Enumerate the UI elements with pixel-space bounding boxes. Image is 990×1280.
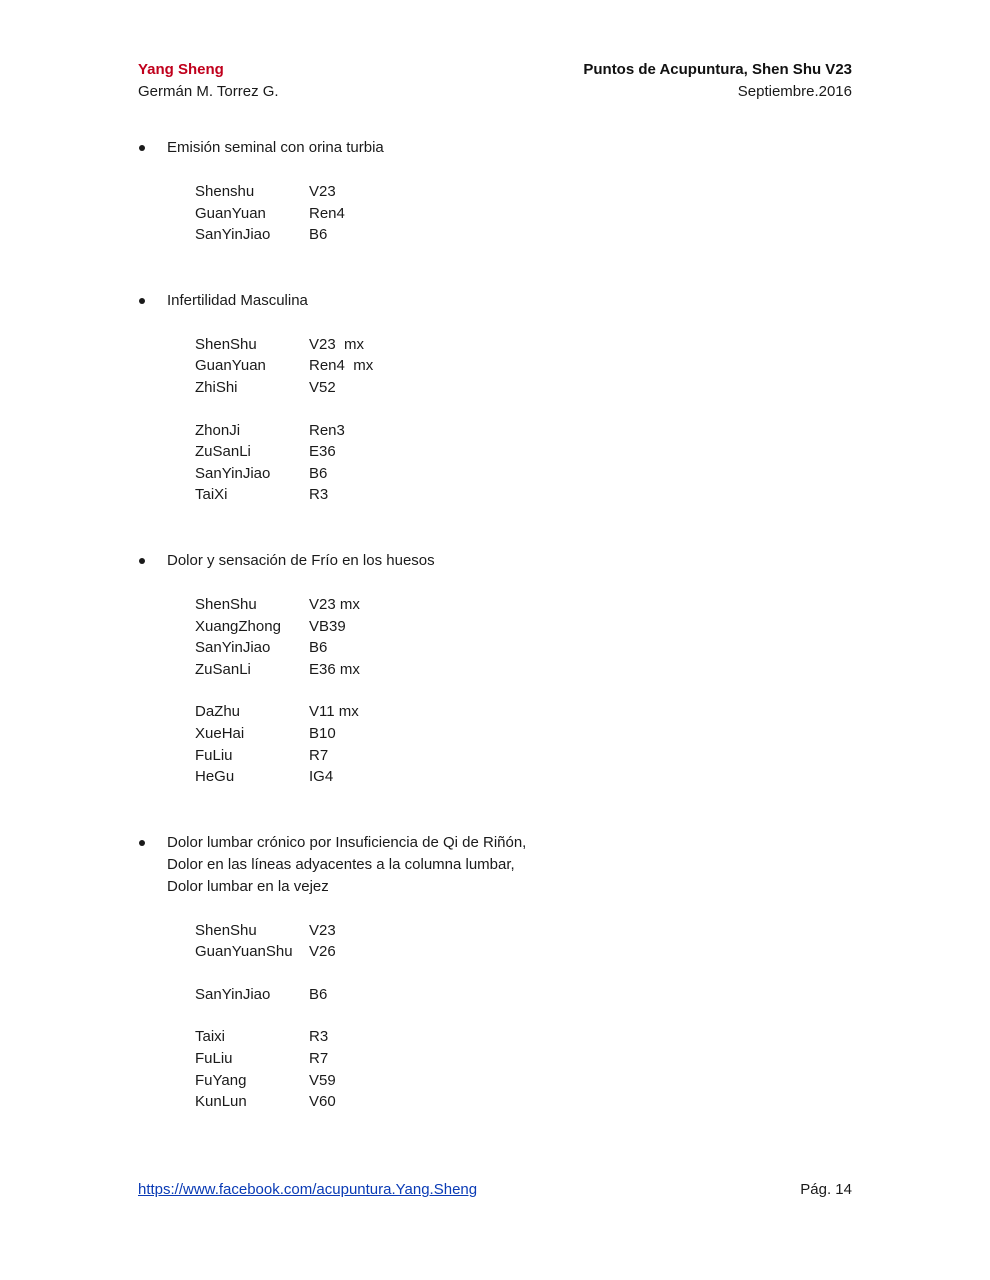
point-code: V23	[309, 183, 336, 200]
point-name: ZhiShi	[195, 378, 238, 396]
point-row	[195, 1026, 858, 1048]
section-heading	[138, 832, 858, 898]
point-list	[195, 334, 858, 506]
bullet-icon	[139, 298, 145, 304]
document-date: Septiembre.2016	[737, 83, 852, 100]
point-name: Taixi	[195, 1028, 226, 1046]
section-heading	[138, 550, 858, 572]
point-name: ShenShu	[195, 595, 257, 613]
point-name: ZuSanLi	[195, 660, 251, 678]
point-name: ShenShu	[195, 921, 257, 939]
brand-name: Yang Sheng	[138, 61, 224, 78]
point-code: B6	[309, 464, 328, 482]
heading-text: Emisión seminal con orina turbia	[167, 139, 384, 156]
point-code: V23 mx	[309, 335, 365, 353]
point-row	[195, 1070, 858, 1092]
header-right	[583, 59, 852, 103]
point-name: SanYinJiao	[195, 464, 271, 482]
footer	[138, 1179, 852, 1201]
point-code: B6	[309, 985, 328, 1003]
point-name: XueHai	[195, 724, 245, 742]
point-code: Ren3	[309, 421, 345, 439]
point-code: IG4	[309, 768, 334, 786]
point-name: ShenShu	[195, 335, 257, 353]
point-row	[195, 637, 858, 659]
point-group	[195, 181, 858, 246]
point-code: B6	[309, 226, 328, 244]
section	[138, 290, 858, 506]
point-name: GuanYuan	[195, 357, 266, 375]
point-row	[195, 441, 858, 463]
point-row	[195, 1091, 858, 1113]
point-code: V60	[309, 1093, 336, 1111]
point-row	[195, 355, 858, 377]
point-name: SanYinJiao	[195, 985, 271, 1003]
section	[138, 832, 858, 1113]
point-code: R3	[309, 486, 329, 504]
point-code: VB39	[309, 617, 346, 635]
section-heading	[138, 137, 858, 159]
point-group	[195, 920, 858, 963]
author-name: Germán M. Torrez G.	[138, 83, 279, 100]
main-content	[138, 137, 858, 1113]
point-row	[195, 701, 858, 723]
bullet-icon	[139, 145, 145, 151]
point-row	[195, 484, 858, 506]
bullet-icon	[139, 840, 145, 846]
point-group	[195, 594, 858, 680]
point-code: V59	[309, 1071, 336, 1089]
point-code: B10	[309, 724, 336, 742]
bullet-icon	[139, 558, 145, 564]
point-group	[195, 334, 858, 399]
heading-text: Dolor y sensación de Frío en los huesos	[167, 551, 435, 569]
heading-text: Dolor lumbar crónico por Insuficiencia de Qi de Riñón,	[167, 833, 527, 851]
point-list	[195, 181, 858, 246]
point-row	[195, 723, 858, 745]
point-code: V23 mx	[309, 595, 360, 613]
point-name: KunLun	[195, 1093, 247, 1111]
point-row	[195, 745, 858, 767]
point-row	[195, 616, 858, 638]
point-code: V26	[309, 943, 336, 961]
document-title: Puntos de Acupuntura, Shen Shu V23	[583, 61, 852, 78]
point-row	[195, 1048, 858, 1070]
header-left	[138, 59, 279, 103]
point-group	[195, 984, 858, 1006]
heading-text: Infertilidad Masculina	[167, 291, 308, 309]
point-row	[195, 594, 858, 616]
point-row	[195, 377, 858, 399]
point-name: FuLiu	[195, 746, 233, 764]
point-code: R7	[309, 746, 329, 764]
point-row	[195, 941, 858, 963]
point-group	[195, 701, 858, 787]
point-code: B6	[309, 639, 328, 657]
point-row	[195, 463, 858, 485]
point-row	[195, 203, 858, 225]
section	[138, 137, 858, 246]
point-row	[195, 420, 858, 442]
section	[138, 550, 858, 788]
point-name: SanYinJiao	[195, 226, 271, 244]
point-name: Shenshu	[195, 183, 255, 200]
heading-text: Dolor lumbar en la vejez	[167, 877, 329, 895]
point-code: E36	[309, 443, 336, 461]
point-name: SanYinJiao	[195, 639, 271, 657]
point-row	[195, 984, 858, 1006]
point-code: Ren4 mx	[309, 357, 374, 375]
point-row	[195, 181, 858, 203]
point-row	[195, 224, 858, 246]
point-name: XuangZhong	[195, 617, 281, 635]
point-name: GuanYuan	[195, 204, 266, 222]
point-group	[195, 420, 858, 506]
page-number: Pág. 14	[800, 1181, 852, 1198]
section-heading	[138, 290, 858, 312]
heading-text: Dolor en las líneas adyacentes a la columna lumbar,	[167, 855, 515, 873]
point-group	[195, 1026, 858, 1112]
point-row	[195, 920, 858, 942]
point-name: TaiXi	[195, 486, 228, 504]
point-name: DaZhu	[195, 703, 241, 721]
point-code: E36 mx	[309, 660, 360, 678]
point-code: R7	[309, 1050, 329, 1068]
point-name: FuYang	[195, 1071, 247, 1089]
facebook-link[interactable]: https://www.facebook.com/acupuntura.Yang.Sheng	[138, 1181, 478, 1198]
point-name: GuanYuanShu	[195, 943, 293, 961]
point-code: V23	[309, 921, 336, 939]
point-list	[195, 594, 858, 788]
point-name: FuLiu	[195, 1050, 233, 1068]
point-code: Ren4	[309, 204, 345, 222]
point-list	[195, 920, 858, 1113]
point-code: R3	[309, 1028, 329, 1046]
point-code: V11 mx	[309, 703, 359, 721]
point-code: V52	[309, 378, 336, 396]
point-row	[195, 659, 858, 681]
point-name: ZuSanLi	[195, 443, 251, 461]
point-row	[195, 766, 858, 788]
point-name: HeGu	[195, 768, 235, 786]
point-name: ZhonJi	[195, 421, 241, 439]
point-row	[195, 334, 858, 356]
